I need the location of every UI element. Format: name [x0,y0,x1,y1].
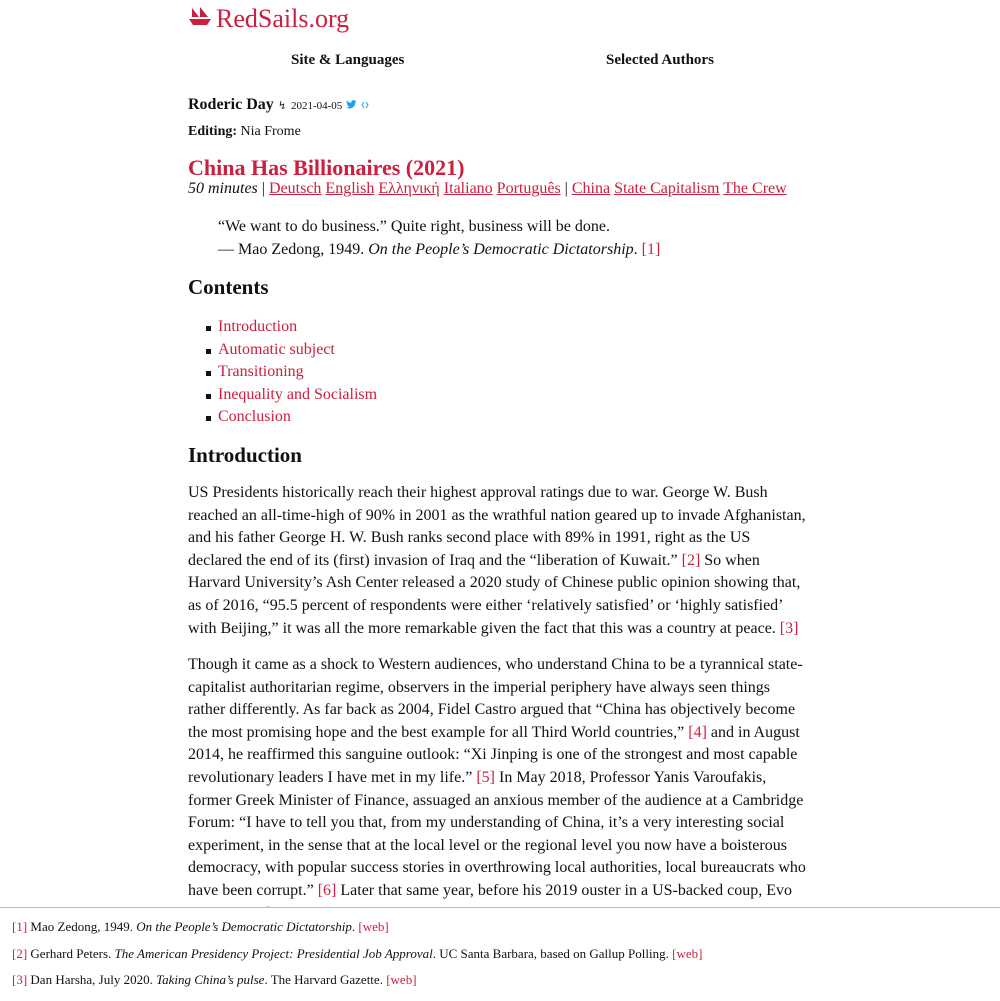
footnote-ref-4[interactable]: [4] [688,723,707,741]
footnote-ref-3[interactable]: [3] [779,619,799,637]
footnote-ref-6[interactable]: [6] [317,881,337,899]
site-logo-link[interactable] [188,4,349,34]
editor-name: Nia Frome [240,124,301,139]
table-of-contents [218,316,377,429]
toc-item [218,384,377,407]
toc-link-transitioning[interactable]: Transitioning [218,363,304,381]
date-prefix-glyph: ↯ [277,100,287,112]
editing-label: Editing: [188,124,238,139]
footnote-web-link[interactable]: [web] [672,946,703,961]
toc-link-introduction[interactable]: Introduction [218,318,298,335]
footnote-item: [3] Dan Harsha, July 2020. Taking China’s pulse. The Harvard Gazette. [web] [12,972,417,987]
article-title: China Has Billionaires (2021) [188,155,465,180]
toc-item [218,361,377,384]
tag-link-the-crew[interactable]: The Crew [723,180,787,197]
language-link-deutsch[interactable]: Deutsch [268,180,322,197]
publish-date: 2021-04-05 [290,100,343,112]
footnote-web-link[interactable]: [web] [386,972,417,987]
footnote-web-link[interactable]: [web] [358,919,389,934]
nav-selected-authors[interactable]: Selected Authors [606,52,714,68]
epigraph-text: “We want to do business.” Quite right, business will be done. [218,218,610,235]
code-icon[interactable] [361,96,369,114]
language-link-portugues[interactable]: Português [496,180,561,197]
footnote-ref-2[interactable]: [2] [681,551,701,569]
toc-item [218,339,377,362]
toc-link-inequality-socialism[interactable]: Inequality and Socialism [218,385,378,403]
tag-link-state-capitalism[interactable]: State Capitalism [614,180,720,197]
footnote-ref-5[interactable]: [5] [476,768,495,786]
nav-site-languages[interactable]: Site & Languages [291,52,405,68]
language-link-greek[interactable]: Ελληνική [378,180,440,197]
footnote-number[interactable]: [1] [12,919,28,934]
intro-paragraph-1: US Presidents historically reach their highest approval ratings due to war. George W. Bush reached an all-time-high of 90% in 2001 as the wrathful nation geared up to invade Afghanistan, and his father George H. W. Bush ranks second place with 89% in 1991, right as the US declared the end of its (first) invasion of Iraq and the “liberation of Kuwait.” [2] So when Harvard University’s Ash Center released a 2020 study of Chinese public opinion showing that, as of 2016, “95.5 percent of respondents were either ‘relatively satisfied’ or ‘highly satisfied’ with Beijing,” it was all the more remarkable given the fact that this was a country at peace. [3] [188,484,806,637]
toc-link-conclusion[interactable]: Conclusion [218,408,291,426]
introduction-heading: Introduction [188,443,302,467]
footnote-number[interactable]: [2] [12,946,28,961]
toc-link-automatic-subject[interactable]: Automatic subject [218,340,335,358]
toc-item [218,406,377,429]
read-time: 50 minutes [188,180,258,197]
footnote-item: [1] Mao Zedong, 1949. On the People’s Democratic Dictatorship. [web] [12,919,389,934]
site-name: RedSails.org [216,4,350,33]
language-link-english[interactable]: English [325,180,375,197]
footnote-ref-1[interactable]: [1] [641,240,661,258]
article-meta: 50 minutes | Deutsch English Ελληνική Italiano Português | China State Capitalism The Crew [188,180,787,197]
contents-heading: Contents [188,275,269,299]
epigraph-attribution: — Mao Zedong, 1949. On the People’s Democratic Dictatorship. [1] [218,240,661,258]
footnote-number[interactable]: [3] [12,972,28,987]
red-sail-ship-icon [188,6,212,33]
tag-link-china[interactable]: China [571,180,611,197]
footnote-item: [2] Gerhard Peters. The American Presidency Project: Presidential Job Approval. UC Santa Barbara, based on Gallup Polling. [web] [12,946,703,961]
footnotes-panel [0,907,1000,1001]
twitter-bird-icon[interactable] [346,96,357,114]
epigraph [218,216,660,261]
intro-paragraph-2: Though it came as a shock to Western audiences, who understand China to be a tyrannical state-capitalist authoritarian regime, observers in the imperial periphery have always seen things rather differently. As far back as 2004, Fidel Castro argued that “China has objectively become the most promising hope and the best example for all Third World countries,” [4] and in August 2014, he reaffirmed this sanguine outlook: “Xi Jinping is one of the strongest and most capable revolutionary leaders I have met in my life.” [5] In May 2018, Professor Yanis Varoufakis, former Greek Minister of Finance, assuaged an anxious member of the audience at a Cambridge Forum: “I have to tell you that, from my understanding of China, it’s a very interesting social experiment, in the sense that at the local level or the regional level you now have a boisterous democracy, with popular success stories in overthrowing local authorities, local bureaucrats who have been corrupt.” [6] Later that same year, before his 2019 ouster in a US-backed coup, Evo [188,656,806,899]
editing-credit [188,124,301,140]
author-name: Roderic Day [188,96,274,113]
toc-item [218,316,377,339]
byline [188,96,369,114]
language-link-italiano[interactable]: Italiano [443,180,493,197]
